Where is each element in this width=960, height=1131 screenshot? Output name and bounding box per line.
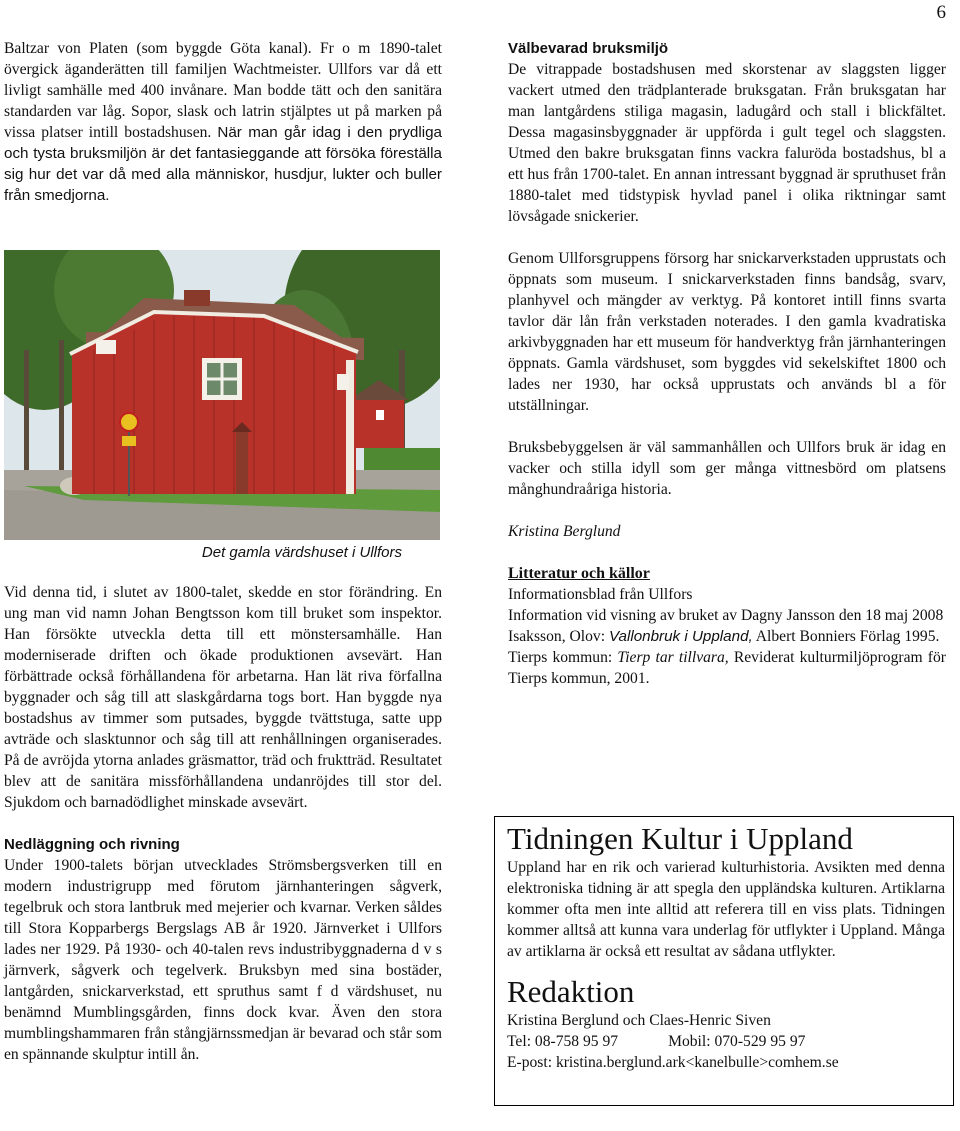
intro-paragraph: Baltzar von Platen (som byggde Göta kanal). Fr o m 1890-talet övergick äganderätten till familjen Wachtmeister. Ullfors var då ett livligt samhälle med 400 invånare. Man bodde tätt och den sanitära standarden var låg. Sopor, slask och latrin stjälptes ut på marken på vissa platser intill bostadshusen. När man går idag i den prydliga och tysta bruksmiljön är det fantasieggande att försöka föreställa sig hur det var då med alla människor, husdjur, lukter och buller från smedjorna. <box>4 40 443 204</box>
inn-photo <box>4 250 440 540</box>
museum-paragraph: Genom Ullforsgruppens försorg har snickarverkstaden upprustats och öppnats som museum. I snickarverkstaden finns bandsåg, svarv, planhyvel och mängder av verktyg. På kontoret intill finns svarta tavlor där lån från verkstaden noterades. I den gamla kvadratiska arkivbyggnaden har ett museum för handverktyg från järnhanteringen öppnats. Gamla värdshuset, som byggdes vid sekelskiftet 1800 och lades ner 1930, har också upprustats och används bl a för utställningar. <box>508 250 946 414</box>
editorial-heading: Redaktion <box>507 974 635 1009</box>
summary-paragraph: Bruksbebyggelsen är väl sammanhållen och Ullfors bruk är idag en vacker och stilla idyll som ger många vittnesbörd om platsens månghundraåriga historia. <box>508 439 946 498</box>
phone: Tel: 08-758 95 97 <box>507 1033 619 1050</box>
newspaper-description: Uppland har en rik och varierad kulturhistoria. Avsikten med denna elektroniska tidning är att spegla den uppländska kulturen. Artiklarna kommer ofta men inte alltid att referera till en viss plats. Tidningen kommer alltså att kunna vara underlag för utflykter i Uppland. Många av artiklarna är också ett resultat av sådana utflykter. <box>507 859 945 960</box>
photo-caption: Det gamla värdshuset i Ullfors <box>201 544 402 561</box>
newspaper-title: Tidningen Kultur i Uppland <box>507 821 853 856</box>
closure-heading: Nedläggning och rivning <box>4 836 180 853</box>
change-paragraph: Vid denna tid, i slutet av 1800-talet, skedde en stor förändring. En ung man vid namn Johan Bengtsson kom till bruket som inspektor. Han försökte utveckla detta till ett mönstersamhälle. Han moderniserade driften och ökade produktionen avsevärt. Han förbättrade också förhållandena för arbetarna. Han lät riva förfallna byggnader och såg till att slaskgårdarna togs bort. Han byggde nya bostadshus av timmer som putsades, byggde tvättstuga, satte upp avträde och slasktunnor och såg till att renhållningen organiserades. På de avröjda ytorna anlades gräsmattor, träd och fruktträd. Resultatet blev att de sanitära missförhållandena undanröjdes till stor del. Sjukdom och barnadödlighet minskade avsevärt. <box>4 584 442 811</box>
right-column <box>508 38 946 689</box>
milieu-paragraph: De vitrappade bostadshusen med skorstenar av slaggsten ligger vackert utmed den trädplanterade bruksgatan. Från bruksgatan har man lantgårdens stiliga magasin, ladugård och stall i blickfältet. Dessa magasinsbyggnader är uppförda i gult tegel och slaggsten. Utmed den bakre bruksgatan finns vackra faluröda bostadshus, bl a ett hus från 1700-talet. En annan intressant byggnad är spruthuset från 1880-talet med tidstypisk hyvlad panel i olika riktningar samt lövsågade snickerier. <box>508 61 946 225</box>
author-name: Kristina Berglund <box>508 523 621 540</box>
closure-paragraph: Under 1900-talets början utvecklades Strömsbergsverken till en modern industrigrupp med förutom järnhanteringen sågverk, tegelbruk och stora lantbruk med mejerier och kvarnar. Verken såldes till Stora Kopparbergs Bergslags AB år 1920. Järnverket i Ullfors lades ner 1929. På 1930- och 40-talen revs industribyggnaderna d v s järnverk, sågverk och tegelverk. Bruksbyn med sina bostäder, lantgården, snickarverkstad, ett spruthus samt f d värdshuset, nu benämnd Mumblingsgården, finns dock kvar. Även den stora mumblingshammaren från stångjärnssmedjan är bevarad och står som en spännande skulptur intill ån. <box>4 857 442 1063</box>
email-address: E-post: kristina.berglund.ark<kanelbulle>comhem.se <box>507 1054 839 1071</box>
literature-item: Isaksson, Olov: Vallonbruk i Uppland, Albert Bonniers Förlag 1995. <box>508 628 940 645</box>
literature-heading: Litteratur och källor <box>508 565 650 582</box>
editors-names: Kristina Berglund och Claes-Henric Siven <box>507 1012 771 1029</box>
page-number: 6 <box>936 2 946 23</box>
literature-item: Informationsblad från Ullfors <box>508 586 693 603</box>
newspaper-info-box <box>494 816 954 1106</box>
mobile: Mobil: 070-529 95 97 <box>668 1033 806 1050</box>
left-column-lower <box>4 582 442 1065</box>
literature-item: Information vid visning av bruket av Dagny Jansson den 18 maj 2008 <box>508 607 944 624</box>
intro-paragraph-continued: När man går idag i den prydliga och tysta bruksmiljön är det fantasieggande att försöka föreställa sig hur det var då med alla människor, husdjur, lukter och buller från smedjorna. <box>4 124 443 204</box>
phone-numbers <box>507 1031 945 1052</box>
literature-item: Tierps kommun: Tierp tar tillvara, Reviderat kulturmiljöprogram för Tierps kommun, 2001. <box>508 649 946 687</box>
milieu-heading: Välbevarad bruksmiljö <box>508 40 669 57</box>
left-column-top <box>4 38 442 206</box>
